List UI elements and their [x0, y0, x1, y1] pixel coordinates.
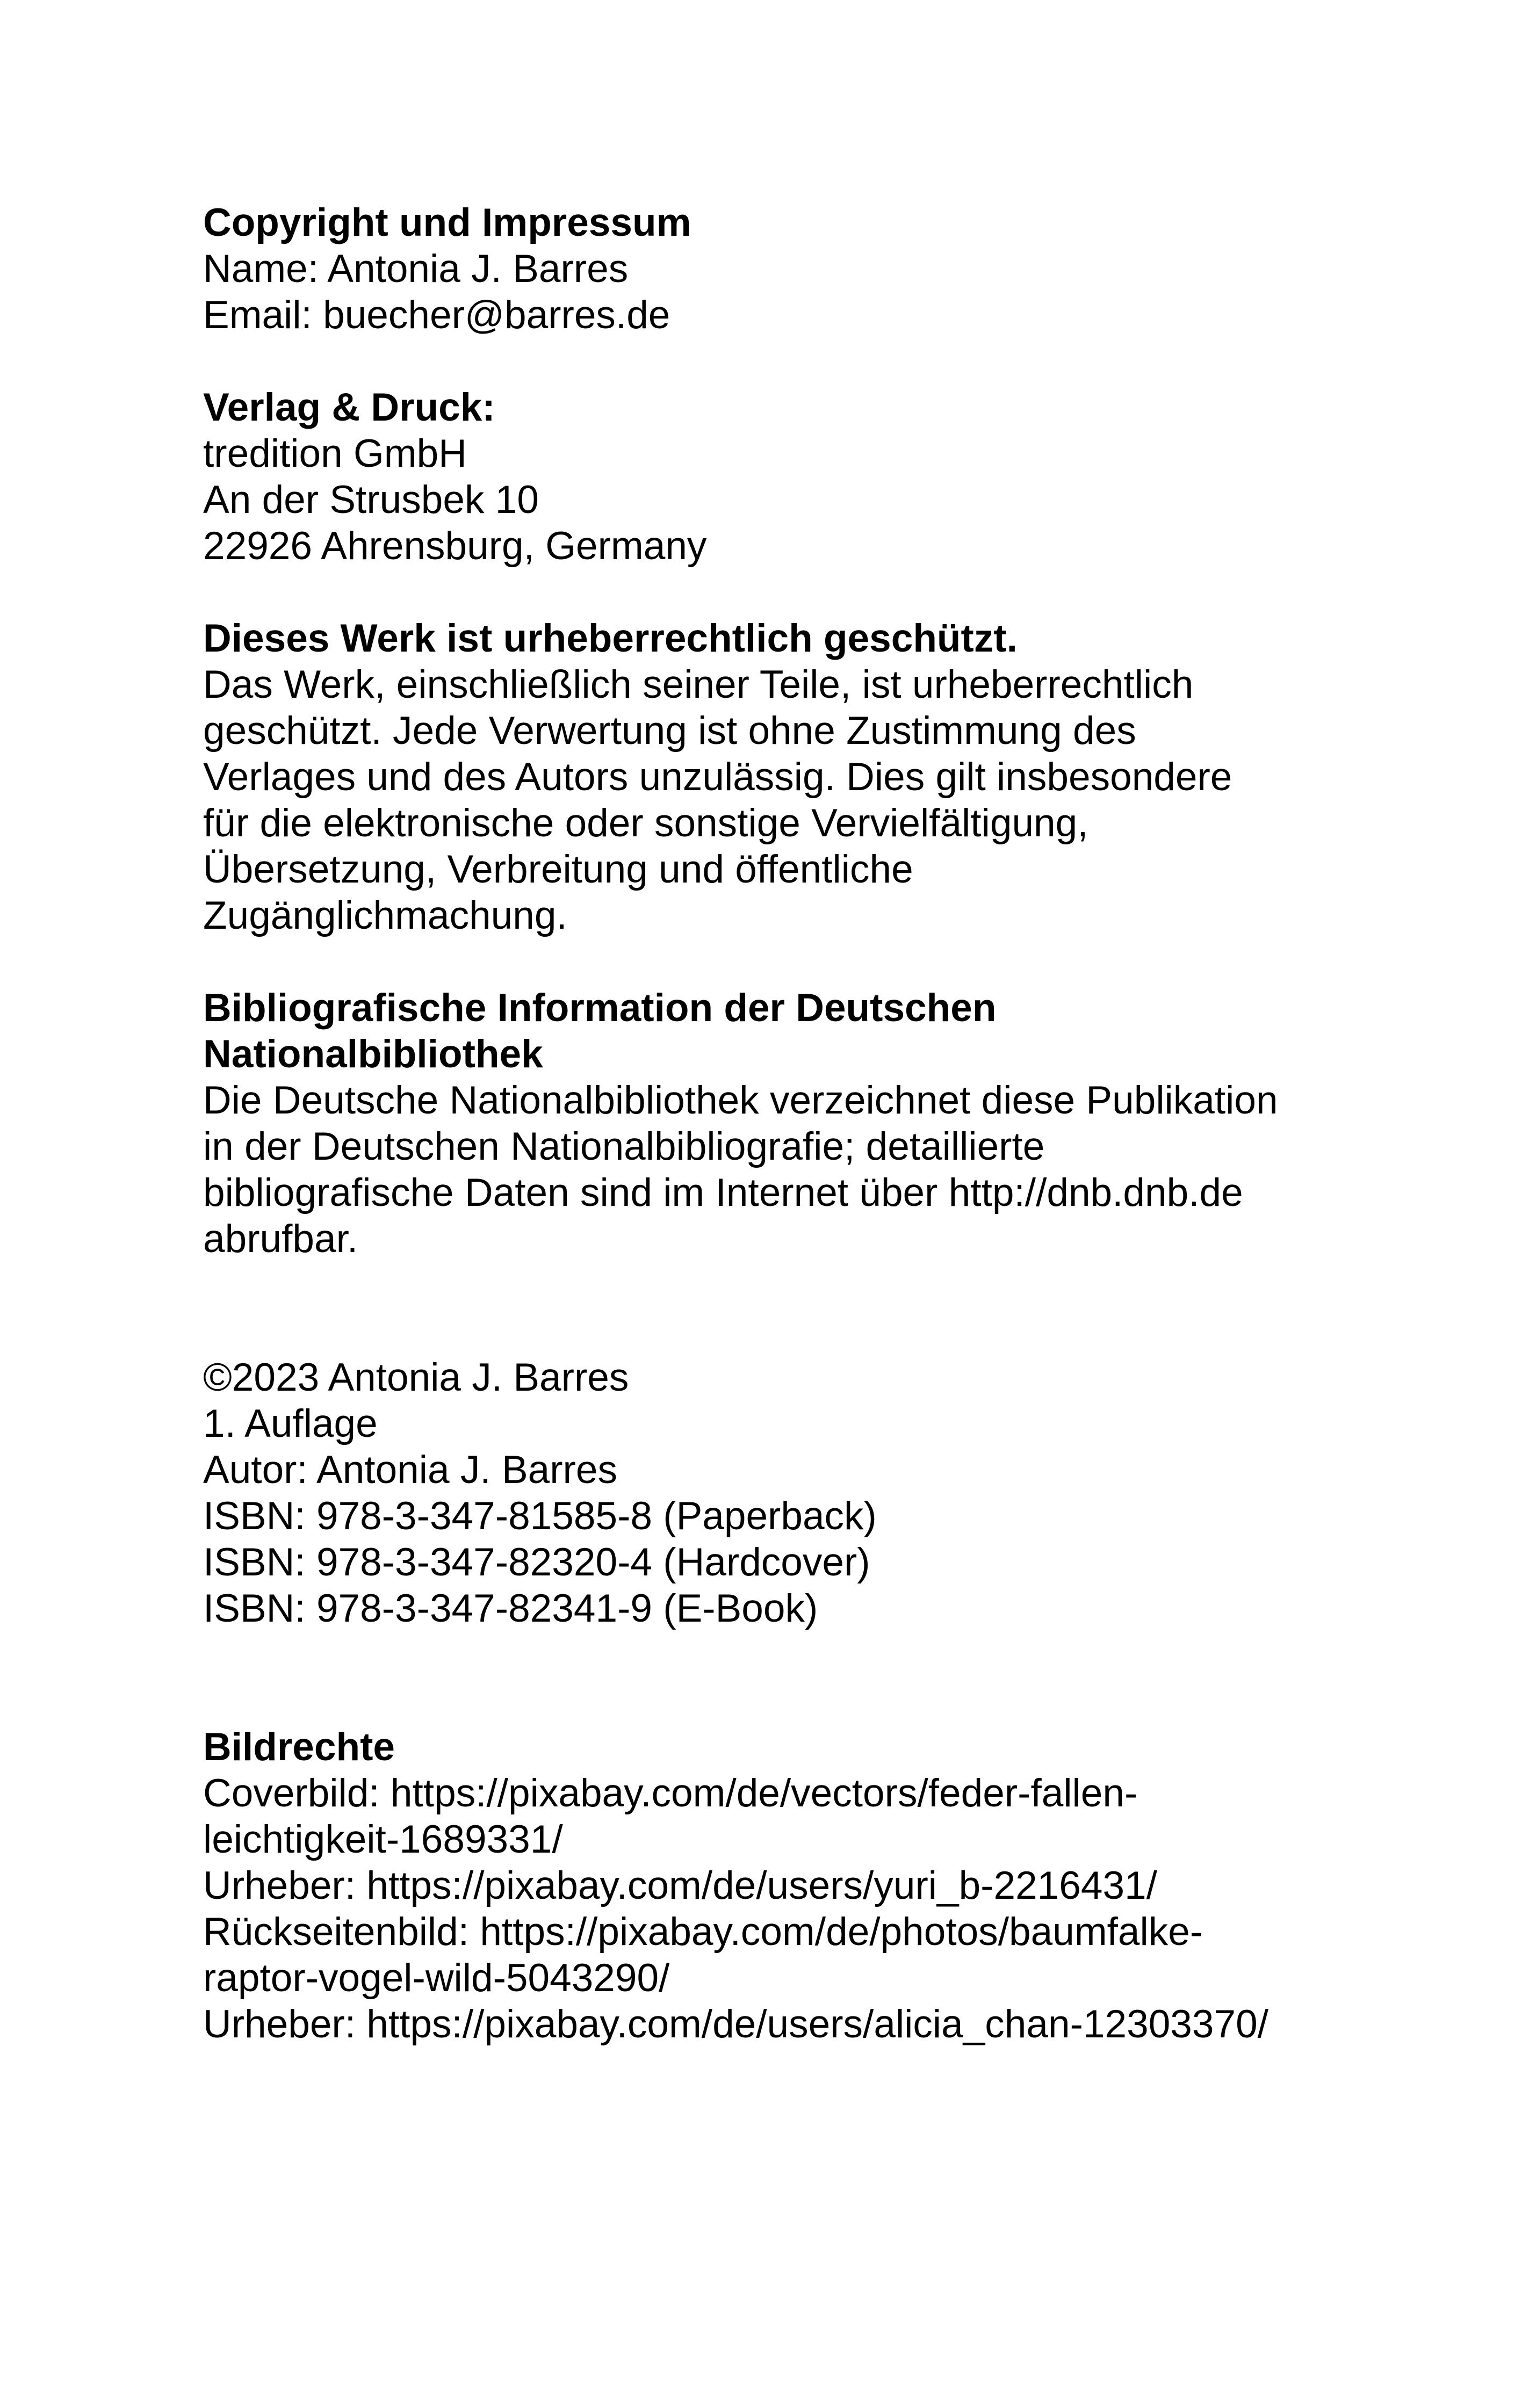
- biblio-line: abrufbar.: [203, 1217, 358, 1261]
- edition-section: [203, 1355, 1374, 1632]
- image-rights-line: raptor-vogel-wild-5043290/: [203, 1956, 670, 2000]
- copyright-notice-section: [203, 616, 1374, 939]
- spacer: [203, 1632, 1374, 1724]
- biblio-line: in der Deutschen Nationalbibliografie; detaillierte: [203, 1125, 1045, 1168]
- biblio-heading: Bibliografische Information der Deutschen: [203, 986, 997, 1030]
- edition-line: 1. Auflage: [203, 1402, 378, 1445]
- publisher-heading: Verlag & Druck:: [203, 386, 495, 429]
- image-rights-line: leichtigkeit-1689331/: [203, 1818, 563, 1861]
- publisher-city: 22926 Ahrensburg, Germany: [203, 524, 707, 568]
- copyright-notice-line: Übersetzung, Verbreitung und öffentliche: [203, 848, 913, 891]
- isbn-ebook: ISBN: 978-3-347-82341-9 (E-Book): [203, 1587, 818, 1630]
- spacer: [203, 939, 1374, 985]
- impressum-section: [203, 200, 1374, 338]
- isbn-paperback: ISBN: 978-3-347-81585-8 (Paperback): [203, 1494, 877, 1538]
- publisher-street: An der Strusbek 10: [203, 478, 539, 522]
- image-rights-heading: Bildrechte: [203, 1725, 395, 1769]
- isbn-hardcover: ISBN: 978-3-347-82320-4 (Hardcover): [203, 1541, 870, 1584]
- impressum-heading: Copyright und Impressum: [203, 201, 691, 244]
- author-name: Name: Antonia J. Barres: [203, 247, 629, 291]
- copyright-notice-heading: Dieses Werk ist urheberrechtlich geschützt.: [203, 617, 1018, 660]
- copyright-notice-line: für die elektronische oder sonstige Vervielfältigung,: [203, 801, 1088, 845]
- spacer: [203, 338, 1374, 385]
- publisher-company: tredition GmbH: [203, 432, 467, 475]
- biblio-heading: Nationalbibliothek: [203, 1032, 543, 1076]
- biblio-section: [203, 985, 1374, 1262]
- image-rights-section: [203, 1724, 1374, 2048]
- author-line: Autor: Antonia J. Barres: [203, 1448, 617, 1492]
- image-rights-line: Urheber: https://pixabay.com/de/users/alicia_chan-12303370/: [203, 2002, 1268, 2046]
- imprint-page: [203, 200, 1374, 2048]
- biblio-line: bibliografische Daten sind im Internet über http://dnb.dnb.de: [203, 1171, 1243, 1214]
- copyright-notice-line: Zugänglichmachung.: [203, 894, 567, 937]
- publisher-section: [203, 385, 1374, 569]
- image-rights-line: Urheber: https://pixabay.com/de/users/yuri_b-2216431/: [203, 1864, 1157, 1907]
- image-rights-line: Rückseitenbild: https://pixabay.com/de/photos/baumfalke-: [203, 1910, 1203, 1954]
- copyright-notice-line: Das Werk, einschließlich seiner Teile, ist urheberrechtlich: [203, 663, 1194, 706]
- copyright-line: ©2023 Antonia J. Barres: [203, 1356, 629, 1399]
- copyright-notice-line: Verlages und des Autors unzulässig. Dies gilt insbesondere: [203, 755, 1232, 799]
- biblio-line: Die Deutsche Nationalbibliothek verzeichnet diese Publikation: [203, 1079, 1278, 1122]
- copyright-notice-line: geschützt. Jede Verwertung ist ohne Zustimmung des: [203, 709, 1136, 753]
- spacer: [203, 1262, 1374, 1355]
- author-email: Email: buecher@barres.de: [203, 293, 670, 337]
- spacer: [203, 569, 1374, 616]
- image-rights-line: Coverbild: https://pixabay.com/de/vectors/feder-fallen-: [203, 1771, 1138, 1815]
